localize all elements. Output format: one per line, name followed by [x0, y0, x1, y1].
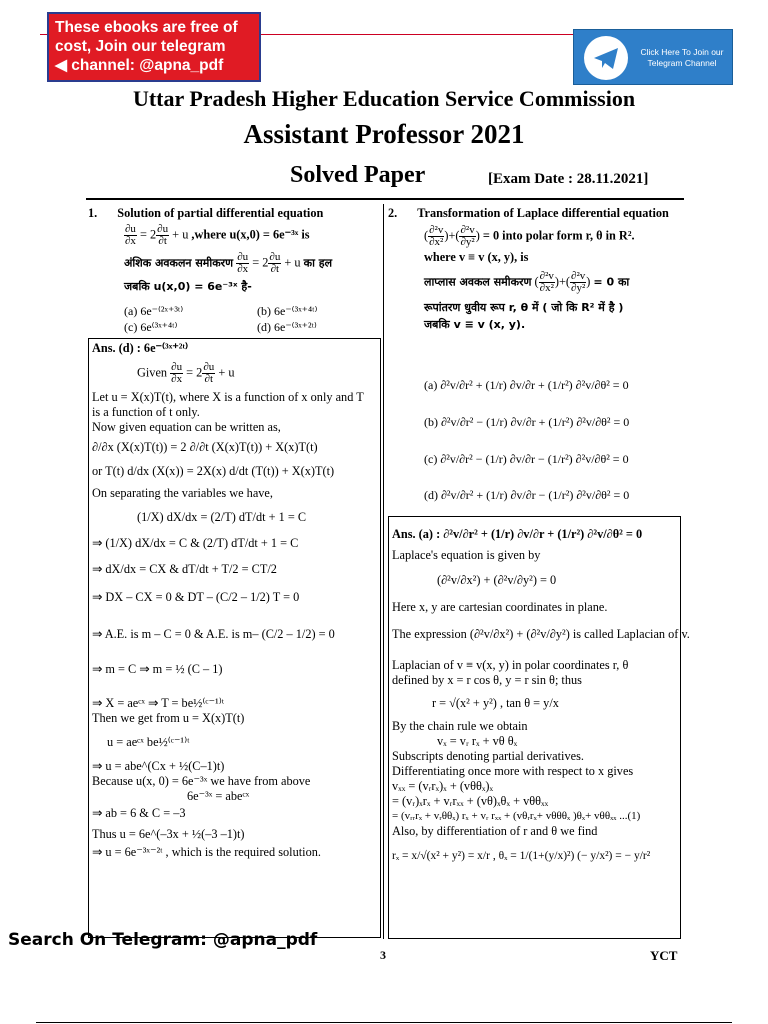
- question-number: 1.: [88, 206, 98, 220]
- promo-line-3: ◀ channel: @apna_pdf: [55, 57, 224, 74]
- q2-option-d[interactable]: (d) ∂²v/∂r² + (1/r) ∂v/∂r − (1/r²) ∂²v/∂θ² = 0: [424, 488, 630, 502]
- answer-1-heading: Ans. (d) : 6e⁻⁽³ˣ⁺²ᵗ⁾: [92, 341, 189, 355]
- question-number: 2.: [388, 206, 398, 220]
- q2-where: where v ≡ v (x, y), is: [424, 250, 529, 264]
- question-text: Transformation of Laplace differential equation: [417, 206, 669, 220]
- commission-title: Uttar Pradesh Higher Education Service Commission: [132, 86, 636, 111]
- hindi-question: लाप्लास अवकल समीकरण ( $\frac{\text{∂²v}}{\text{∂x²}}$ )+( $\frac{\text{∂²v}}{\text{∂y²}}$ ) = 0 का: [424, 270, 630, 294]
- q2-option-a[interactable]: (a) ∂²v/∂r² + (1/r) ∂v/∂r + (1/r²) ∂²v/∂θ² = 0: [424, 378, 629, 392]
- answer-1-box: [88, 338, 381, 938]
- telegram-search-footer: Search On Telegram: @apna_pdf: [8, 930, 318, 950]
- q1-option-d[interactable]: (d) 6e⁻⁽³ˣ⁺²ᵗ⁾: [257, 320, 317, 334]
- q1-option-a[interactable]: (a) 6e⁻⁽²ˣ⁺³ᵗ⁾: [124, 304, 184, 318]
- exam-date: [Exam Date : 28.11.2021]: [488, 171, 649, 187]
- header-rule: [86, 198, 684, 200]
- hindi-question: अंशिक अवकलन समीकरण $\frac{\partial u}{\partial x}$ = 2 $\frac{\partial u}{\partial t}$ + u का हल: [124, 251, 333, 275]
- question-1: [88, 206, 380, 294]
- ebook-promo-banner[interactable]: [47, 12, 261, 82]
- initial-condition: ,where u(x,0) = 6e⁻³ˣ is: [191, 227, 310, 242]
- q1-option-c[interactable]: (c) 6e⁽³ˣ⁺⁴ᵗ⁾: [124, 320, 178, 334]
- q2-option-c[interactable]: (c) ∂²v/∂r² − (1/r) ∂v/∂r − (1/r²) ∂²v/∂θ² = 0: [424, 452, 629, 466]
- telegram-caption: Click Here To Join our Telegram Channel: [640, 47, 724, 68]
- q1-option-b[interactable]: (b) 6e⁻⁽³ˣ⁺⁴ᵗ⁾: [257, 304, 318, 318]
- pde-equation: $\frac{\partial u}{\partial x}$ = 2 $\frac{\partial u}{\partial t}$ + u ,where u(x,0) = 6e⁻³ˣ is: [125, 223, 310, 247]
- paper-subtitle: Solved Paper: [290, 162, 426, 188]
- answer-1-steps: Let u = X(x)T(t), where X is a function of x only and T is a function of t only. Now given equation can be written as, ∂/∂x (X(x)T(t)) = 2 ∂/∂t (X(x)T(t)) + X(x)T(t) or T(t) d/dx (X(x)) = 2X(x) d/dt (T(t)) + X(x)T(t) On separating the variables we have, (1/X) dX/dx = (2/T) dT/dt + 1 = C ⇒ (1/X) dX/dx = C & (2/T) dT/dt + 1 = C ⇒ dX/dx = CX & dT/dt + T/2 = CT/2 ⇒ DX – CX = 0 & DT – (C/2 – 1/2) T = 0 ⇒ A.E. is m – C = 0 & A.E. is m– (C/2 – 1/2) = 0 ⇒ m = C ⇒ m = ½ (C – 1) ⇒ X = aeᶜˣ ⇒ T = be½⁽ᶜ⁻¹⁾ᵗ Then we get from u = X(x)T(t) u = aeᶜˣ be½⁽ᶜ⁻¹⁾ᵗ ⇒ u = abe^(Cx + ½(C–1)t) Because u(x, 0) = 6e⁻³ˣ we have from above 6e⁻³ˣ = abeᶜˣ ⇒ ab = 6 & C = –3 Thus u = 6e^(–3x + ½(–3 –1)t) ⇒ u = 6e⁻³ˣ⁻²ᵗ , which is the required solution.: [92, 390, 364, 859]
- telegram-icon: [584, 36, 628, 80]
- promo-line-1: These ebooks are free of: [55, 19, 238, 36]
- answer-2-heading: Ans. (a) : ∂²v/∂r² + (1/r) ∂v/∂r + (1/r²) ∂²v/∂θ² = 0: [392, 527, 643, 541]
- q2-option-b[interactable]: (b) ∂²v/∂r² − (1/r) ∂v/∂r + (1/r²) ∂²v/∂θ² = 0: [424, 415, 630, 429]
- promo-line-2: cost, Join our telegram: [55, 38, 226, 55]
- question-text: Solution of partial differential equation: [117, 206, 324, 220]
- given-equation: Given $\frac{\partial u}{\partial x}$ = 2 $\frac{\partial u}{\partial t}$ + u: [137, 361, 235, 385]
- telegram-join-button[interactable]: [573, 29, 733, 85]
- laplace-equation: ( $\frac{\text{∂²v}}{\text{∂x²}}$ )+( $\frac{\text{∂²v}}{\text{∂y²}}$ ) = 0 into polar form r, θ in R².: [424, 224, 635, 248]
- exam-title: Assistant Professor 2021: [243, 119, 525, 149]
- question-2: [388, 206, 680, 332]
- column-divider: [383, 204, 384, 939]
- hindi-question-2: रूपांतरण धुवीय रूप r, θ में ( जो कि R² में है ): [424, 301, 624, 314]
- answer-2-steps: Laplace's equation is given by (∂²v/∂x²) + (∂²v/∂y²) = 0 Here x, y are cartesian coordinates in plane. The expression (∂²v/∂x²) + (∂²v/∂y²) is called Laplacian of v. Laplacian of v ≡ v(x, y) in polar coordinates r, θ defined by x = r cos θ, y = r sin θ; thus r = √(x² + y²) , tan θ = y/x By the chain rule we obtain vₓ = vᵣ rₓ + vθ θₓ Subscripts denoting partial derivatives. Differentiating once more with respect to x gives vₓₓ = (vᵣrₓ)ₓ + (vθθₓ)ₓ = (vᵣ)ₓrₓ + vᵣrₓₓ + (vθ)ₓθₓ + vθθₓₓ = (vᵣᵣrₓ + vᵣθθₓ) rₓ + vᵣ rₓₓ + (vθᵣrₓ+ vθθθₓ )θₓ+ vθθₓₓ ...(1) Also, by differentiation of r and θ we find rₓ = x/√(x² + y²) = x/r , θₓ = 1/(1+(y/x)²) (− y/x²) = − y/r²: [392, 548, 690, 862]
- footer-rule: [36, 1022, 732, 1023]
- answer-2-box: [388, 516, 690, 939]
- hindi-question-3: जबकि v ≡ v (x, y).: [424, 318, 526, 331]
- page-number: 3: [380, 948, 386, 962]
- publisher-mark: YCT: [650, 948, 678, 963]
- hindi-condition: जबकि u(x,0) = 6e⁻³ˣ है-: [124, 280, 252, 293]
